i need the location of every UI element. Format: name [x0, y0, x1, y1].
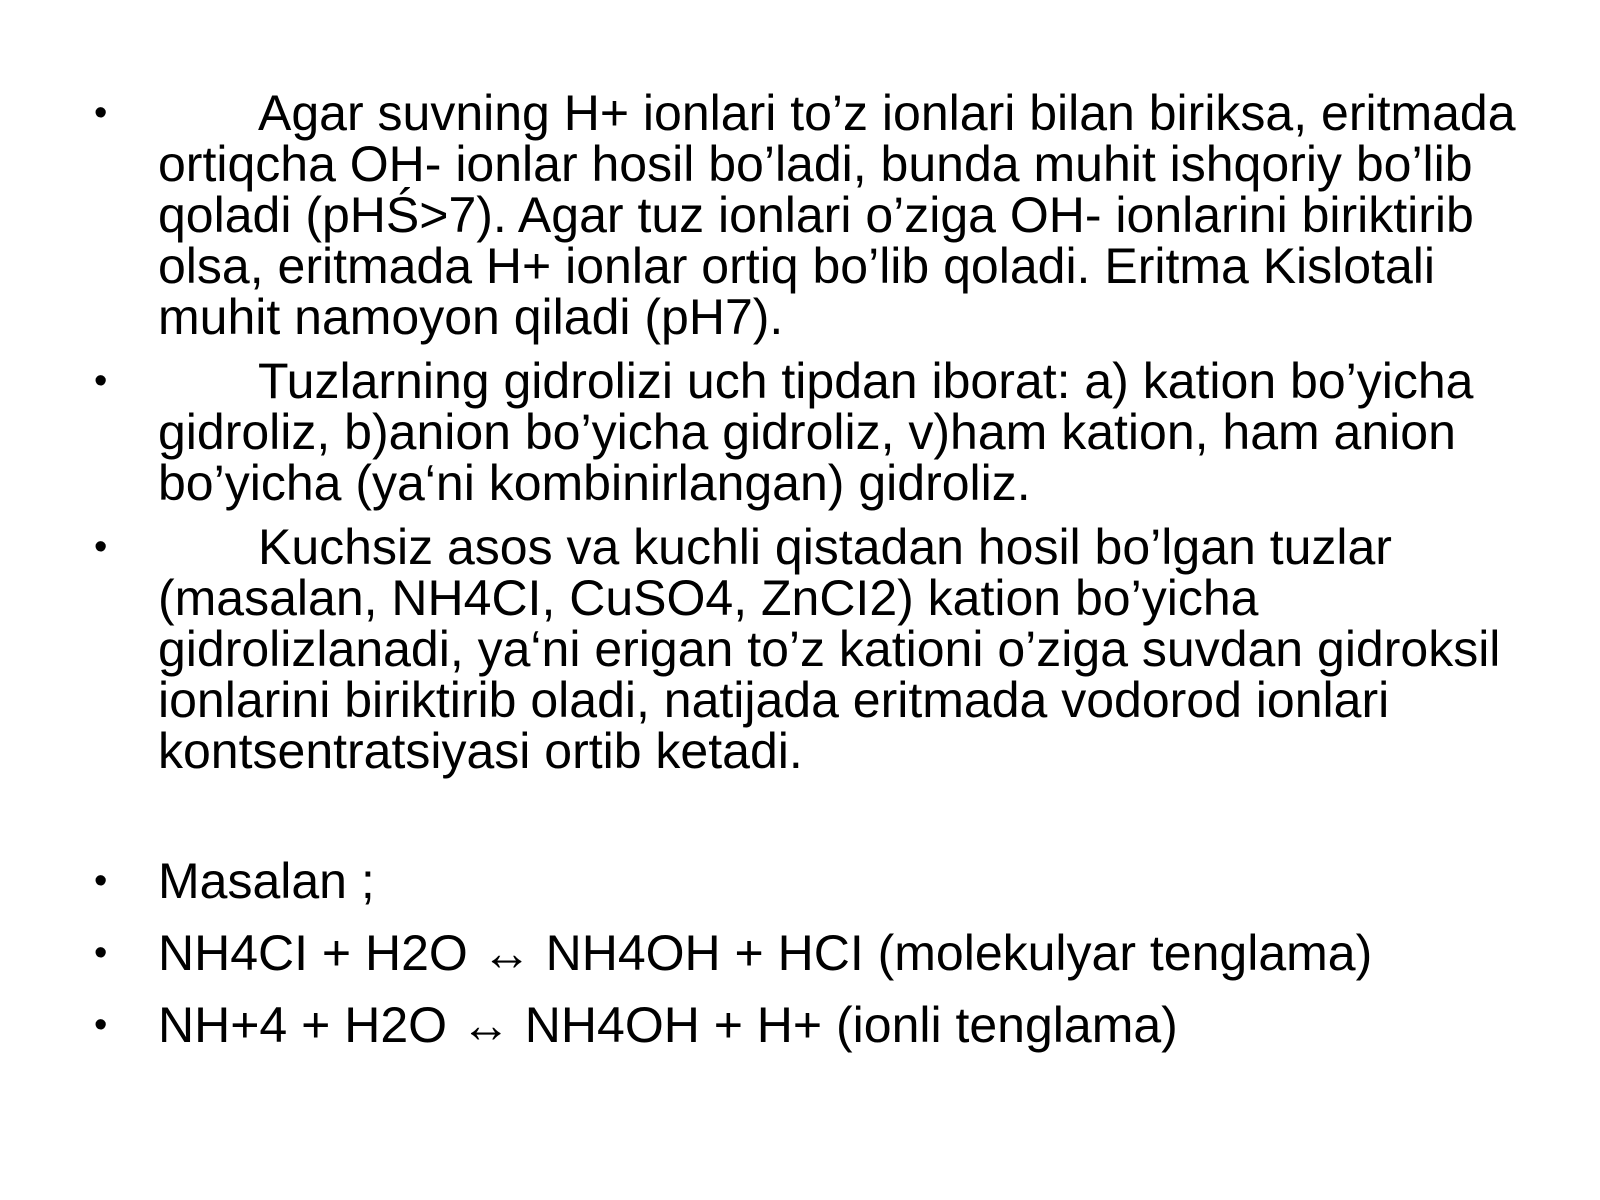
list-item [90, 996, 1540, 1054]
example-heading: Masalan ; [158, 853, 375, 909]
list-item [90, 519, 1540, 779]
bullet-icon: • [94, 526, 108, 568]
paragraph-text: Kuchsiz asos va kuchli qistadan hosil bo’lgan tuzlar (masalan, NH4CI, CuSO4, ZnCI2) kation bo’yicha gidrolizlanadi, ya‘ni erigan to’z kationi o’ziga suvdan gidroksil ionlarini biriktirib oladi, natijada eritmada vodorod ionlari kontsentratsiyasi ortib ketadi. [158, 519, 1501, 779]
bullet-icon: • [94, 1004, 108, 1046]
equation-ionic: NH+4 + H2O ↔ NH4OH + H+ (ionli tenglama) [158, 997, 1178, 1053]
bullet-icon: • [94, 360, 108, 402]
bullet-list [90, 85, 1540, 1068]
bullet-icon: • [94, 860, 108, 902]
equation-molecular: NH4CI + H2O ↔ NH4OH + HCI (molekulyar tenglama) [158, 925, 1373, 981]
paragraph-text: Tuzlarning gidrolizi uch tipdan iborat: a) kation bo’yicha gidroliz, b)anion bo’yicha gidroliz, v)ham kation, ham anion bo’yicha (ya‘ni kombinirlangan) gidroliz. [158, 353, 1474, 511]
list-item [90, 353, 1540, 511]
list-item [90, 924, 1540, 982]
bullet-icon: • [94, 932, 108, 974]
paragraph-text: Agar suvning H+ ionlari to’z ionlari bilan biriksa, eritmada ortiqcha OH- ionlar hosil bo’ladi, bunda muhit ishqoriy bo’lib qoladi (pHŚ>7). Agar tuz ionlari o’ziga OH- ionlarini biriktirib olsa, eritmada H+ ionlar ortiq bo’lib qoladi. Eritma Kislotali muhit namoyon qiladi (pH7). [158, 85, 1516, 345]
list-item [90, 852, 1540, 910]
list-item [90, 85, 1540, 345]
bullet-icon: • [94, 92, 108, 134]
